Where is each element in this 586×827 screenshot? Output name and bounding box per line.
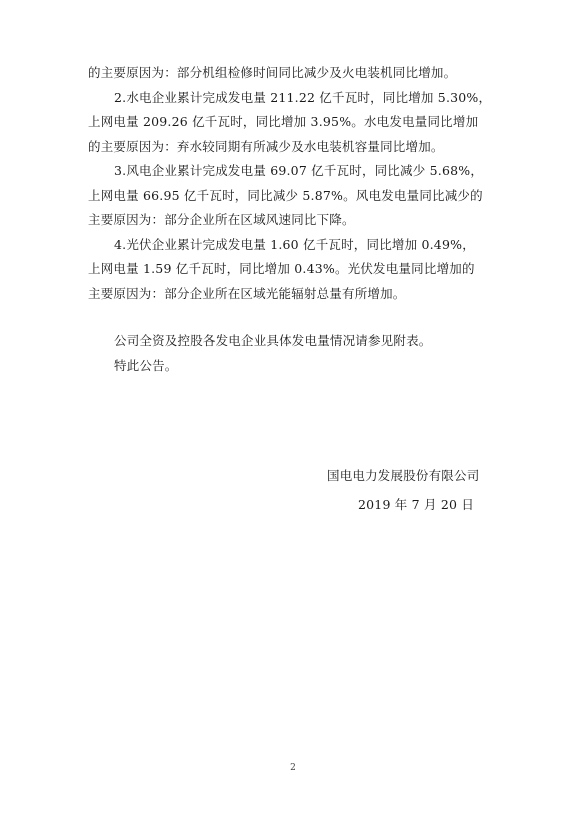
- solar-paragraph: [88, 233, 498, 307]
- paragraph-line: 主要原因为：部分企业所在区域风速同比下降。: [88, 212, 355, 227]
- announcement-date: 2019 年 7 月 20 日: [358, 497, 475, 512]
- continuation-paragraph: [88, 61, 498, 86]
- document-body: [88, 61, 498, 512]
- company-name: 国电电力发展股份有限公司: [327, 468, 480, 483]
- paragraph-line: 3.风电企业累计完成发电量 69.07 亿千瓦时，同比减少 5.68%，: [114, 163, 484, 178]
- paragraph-line: 主要原因为：部分企业所在区域光能辐射总量有所增加。: [88, 285, 406, 301]
- wind-paragraph: [88, 159, 498, 233]
- reference-paragraph: 公司全资及控股各发电企业具体发电量情况请参见附表。: [114, 333, 432, 348]
- paragraph-line: 的主要原因为：弃水较同期有所减少及水电装机容量同比增加。: [88, 138, 444, 154]
- paragraph-line: 上网电量 1.59 亿千瓦时，同比增加 0.43%。光伏发电量同比增加的: [88, 261, 475, 276]
- paragraph-line: 的主要原因为：部分机组检修时间同比减少及火电装机同比增加。: [88, 65, 457, 80]
- closing-paragraph: 特此公告。: [114, 357, 178, 373]
- hydro-paragraph: [88, 86, 498, 160]
- paragraph-line: 上网电量 209.26 亿千瓦时，同比增加 3.95%。水电发电量同比增加: [88, 114, 479, 129]
- paragraph-line: 4.光伏企业累计完成发电量 1.60 亿千瓦时，同比增加 0.49%，: [114, 236, 475, 252]
- page-number: 2: [290, 763, 296, 773]
- paragraph-line: 2.水电企业累计完成发电量 211.22 亿千瓦时，同比增加 5.30%，: [114, 89, 492, 105]
- paragraph-line: 上网电量 66.95 亿千瓦时，同比减少 5.87%。风电发电量同比减少的: [88, 187, 483, 203]
- paragraph-spacer: [88, 306, 498, 329]
